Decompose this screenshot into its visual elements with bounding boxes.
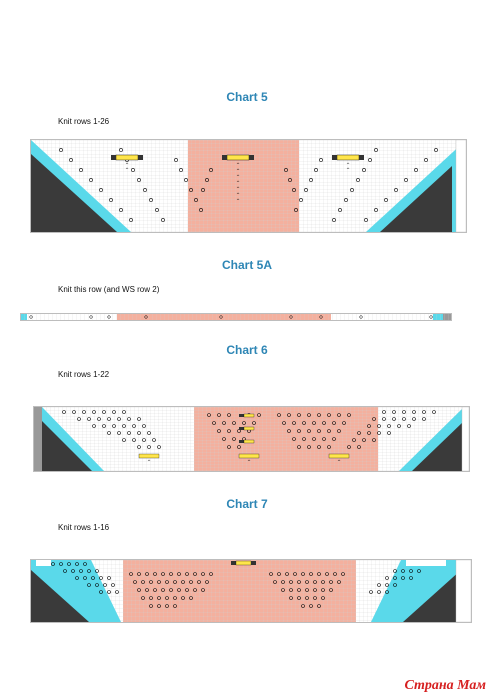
svg-text:^: ^ <box>125 162 129 167</box>
chart7-grid <box>30 559 472 623</box>
svg-text:^: ^ <box>236 198 240 203</box>
chart6-grid <box>33 406 470 472</box>
svg-text:^: ^ <box>236 180 240 185</box>
svg-text:^: ^ <box>346 162 350 167</box>
svg-text:^: ^ <box>236 168 240 173</box>
chart5a-title: Chart 5A <box>221 258 272 272</box>
chart5a-grid <box>20 313 452 321</box>
watermark-logo: Страна Мам <box>404 678 486 693</box>
svg-text:^: ^ <box>147 459 151 464</box>
chart5a-caption: Knit this row (and WS row 2) <box>58 285 160 294</box>
svg-text:^: ^ <box>236 186 240 191</box>
svg-text:^: ^ <box>247 459 251 464</box>
chart7-title: Chart 7 <box>226 497 268 511</box>
svg-text:^: ^ <box>236 162 240 167</box>
chart5-grid <box>30 139 467 233</box>
chart5-title: Chart 5 <box>226 90 268 104</box>
svg-text:^: ^ <box>346 167 350 172</box>
svg-text:^: ^ <box>125 167 129 172</box>
chart6-caption: Knit rows 1-22 <box>58 370 110 379</box>
svg-text:^: ^ <box>236 174 240 179</box>
chart7-caption: Knit rows 1-16 <box>58 523 110 532</box>
chart6-title: Chart 6 <box>226 343 268 357</box>
svg-text:^: ^ <box>337 459 341 464</box>
chart5-caption: Knit rows 1-26 <box>58 117 110 126</box>
svg-text:^: ^ <box>236 192 240 197</box>
